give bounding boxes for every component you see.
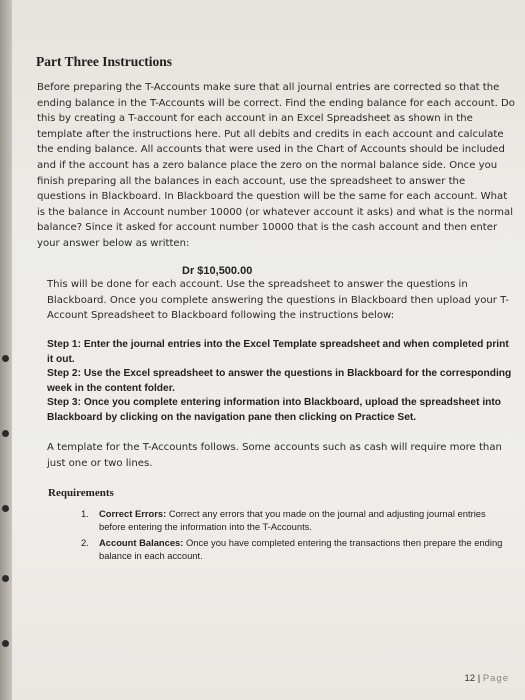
binder-hole — [2, 640, 9, 647]
steps-list — [47, 338, 515, 426]
template-paragraph: A template for the T-Accounts follows. Some accounts such as cash will require more than just one or two lines. — [47, 442, 502, 469]
binder-hole — [2, 505, 9, 512]
step-item: Step 2: Use the Excel spreadsheet to answer the questions in Blackboard for the corresponding week in the content folder. — [47, 368, 512, 394]
intro-paragraph: Before preparing the T-Accounts make sure that all journal entries are corrected so that the ending balance in the T-Accounts will be correct. Find the ending balance for each account. Do this by creating a T-account for each account in an Excel Spreadsheet as shown in the template after the instructions here. Put all debits and credits in each account and calculate the ending balance. All accounts that were used in the Chart of Accounts should be included and if the account has a zero balance place the zero on the normal balance side. Once you finish preparing all the balances in each account, use the spreadsheet to answer the questions in Blackboard. In Blackboard the question will be the same for each account. What is the balance in Account number 10000 (or whatever account it asks) and what is the normal balance? Since it asked for account number 10000 that is the cash account and then enter your answer below as written: — [37, 82, 515, 249]
requirement-item: 1. Correct Errors: Correct any errors that you made on the journal and adjusting journal entries before entering the information into the T-Accounts. — [81, 508, 486, 532]
page-footer — [464, 673, 509, 684]
requirements-heading: Requirements — [48, 487, 114, 499]
step-item: Step 1: Enter the journal entries into the Excel Template spreadsheet and when completed print it out. — [47, 339, 509, 365]
page-title: Part Three Instructions — [36, 54, 172, 69]
document-page — [12, 0, 525, 700]
example-answer: Dr $10,500.00 — [182, 265, 253, 277]
binder-edge — [0, 0, 12, 700]
page-number: 12 — [464, 673, 476, 684]
binder-hole — [2, 430, 9, 437]
binder-hole — [2, 575, 9, 582]
spreadsheet-paragraph: This will be done for each account. Use the spreadsheet to answer the questions in Blackboard. Once you complete answering the questions in Blackboard then upload your T-Account Spreadsheet to Blackboard following the instructions below: — [47, 279, 510, 322]
binder-hole — [2, 355, 9, 362]
page-word: Page — [482, 673, 509, 684]
requirements-list — [74, 507, 514, 565]
step-item: Step 3: Once you complete entering information into Blackboard, upload the spreadsheet into Blackboard by clicking on the navigation pane then clicking on Practice Set. — [47, 397, 501, 423]
page-separator: | — [477, 673, 481, 684]
requirement-item: 2. Account Balances: Once you have completed entering the transactions then prepare the ending balance in each account. — [81, 537, 503, 561]
